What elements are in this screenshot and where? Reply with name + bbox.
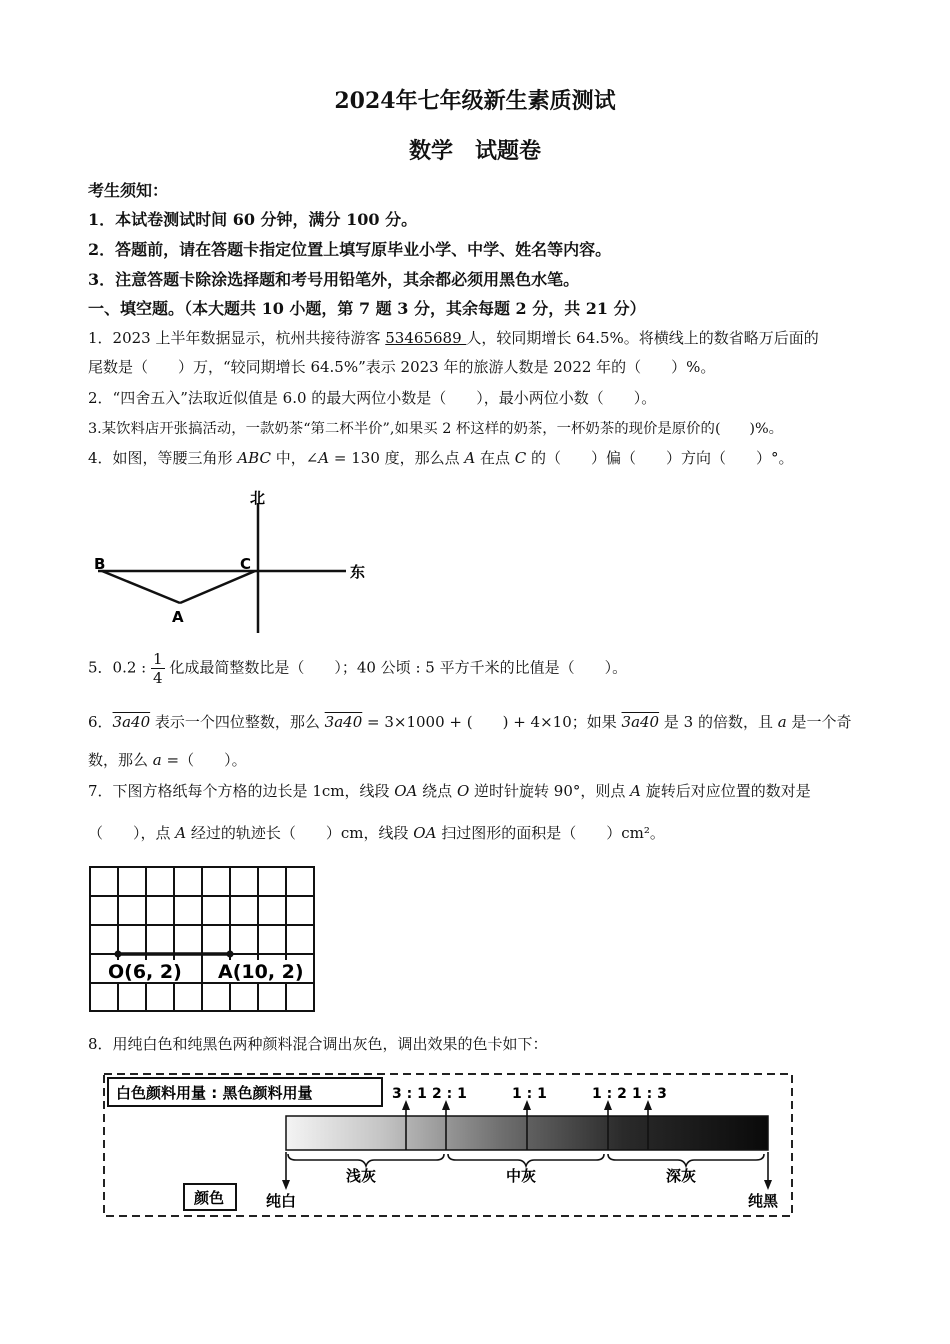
page-title: 2024年七年级新生素质测试	[334, 88, 616, 114]
q4-point-c: C	[514, 449, 527, 467]
q4-point-a: A	[464, 449, 476, 467]
point-o	[115, 951, 122, 958]
q4-abc: ABC	[237, 449, 271, 467]
q6-text-d: 是 3 的倍数，且	[659, 713, 778, 731]
question-6-line-2	[88, 749, 247, 770]
question-3: 3.某饮料店开张搞活动，一款奶茶“第二杯半价”,如果买 2 杯这样的奶茶，一杯奶茶的现价是原价的( )%。	[88, 421, 784, 437]
question-4	[88, 447, 794, 468]
mid-gray-label: 中灰	[506, 1167, 537, 1185]
ratio-1-1: 1 : 1	[512, 1086, 547, 1102]
point-o-label: O(6, 2)	[108, 961, 182, 983]
q6-line2-a: 数，那么	[88, 751, 153, 769]
question-6-line-1	[88, 711, 851, 732]
q6-number-3: 3a40	[621, 713, 660, 731]
notice-heading: 考生须知：	[88, 181, 169, 200]
vertex-b-label: B	[94, 555, 106, 573]
ratio-label: 白色颜料用量 : 黑色颜料用量	[116, 1084, 313, 1102]
question-1-line-1	[88, 327, 819, 348]
q4-text-b: 中，	[270, 449, 306, 467]
ratio-1-3: 1 : 3	[632, 1086, 667, 1102]
q7-text-a: 7．下图方格纸每个方格的边长是 1cm，线段	[88, 782, 395, 800]
color-label: 颜色	[194, 1189, 225, 1207]
q4-text-e: 的（ ）偏（ ）方向（ ）°。	[526, 449, 794, 467]
q5-fraction-denominator: 4	[153, 669, 163, 687]
q8-color-card	[100, 1068, 800, 1224]
q7-text-c: 逆时针旋转 90°，则点	[469, 782, 631, 800]
side-ac	[180, 571, 255, 603]
east-label: 东	[350, 563, 366, 581]
side-ba	[102, 571, 180, 603]
q6-text-e: 是一个奇	[786, 713, 852, 731]
question-2: 2．“四舍五入”法取近似值是 6.0 的最大两位小数是（ ），最小两位小数（ ）。	[88, 389, 657, 407]
q5-fraction-numerator: 1	[153, 650, 163, 668]
q7-segment-oa-2: OA	[413, 824, 437, 842]
q6-var-a: a	[777, 713, 787, 731]
q6-number-1: 3a40	[112, 713, 151, 731]
question-7-line-1	[88, 780, 811, 801]
q7-text-d: 旋转后对应位置的数对是	[641, 782, 811, 800]
question-7-line-2	[88, 822, 665, 843]
q7-line2-a: （ ），点	[88, 824, 176, 842]
question-8: 8．用纯白色和纯黑色两种颜料混合调出灰色，调出效果的色卡如下：	[88, 1035, 548, 1053]
north-label: 北	[250, 489, 266, 507]
grid-lines	[90, 867, 314, 1011]
q7-grid-figure	[88, 865, 320, 1017]
q4-text-a: 4．如图，等腰三角形	[88, 449, 238, 467]
notice-item-3: 3．注意答题卡除涂选择题和考号用铅笔外，其余都必须用黑色水笔。	[88, 270, 580, 289]
q7-line2-c: 扫过图形的面积是（ ）cm²。	[436, 824, 665, 842]
q1-text-b: 人，较同期增长 64.5%。将横线上的数省略万后面的	[466, 329, 819, 347]
q7-line2-b: 经过的轨迹长（ ）cm，线段	[186, 824, 414, 842]
ratio-2-1: 2 : 1	[432, 1086, 467, 1102]
q4-text-d: 在点	[475, 449, 515, 467]
q5-fraction	[151, 650, 165, 687]
q4-text-c: = 130 度，那么点	[329, 449, 465, 467]
q7-point-a: A	[630, 782, 641, 800]
vertex-a-label: A	[172, 608, 184, 626]
dark-gray-label: 深灰	[666, 1167, 697, 1185]
q7-point-o: O	[456, 782, 470, 800]
point-a-label: A(10, 2)	[218, 961, 304, 983]
q6-text-b: 表示一个四位整数，那么	[150, 713, 325, 731]
q1-underlined-number: 53465689	[385, 329, 467, 347]
q6-text-c: = 3×1000 + ( ) + 4×10；如果	[362, 713, 622, 731]
q6-text-a: 6．	[88, 713, 113, 731]
q7-segment-oa: OA	[394, 782, 418, 800]
page-subtitle: 数学 试题卷	[408, 138, 541, 164]
q4-angle: ∠A	[305, 449, 330, 467]
section-1-heading: 一、填空题。（本大题共 10 小题，第 7 题 3 分，其余每题 2 分，共 21 分）	[88, 299, 646, 318]
pure-black-label: 纯黑	[748, 1192, 779, 1210]
ratio-3-1: 3 : 1	[392, 1086, 427, 1102]
pure-white-label: 纯白	[266, 1192, 297, 1210]
point-a	[227, 951, 234, 958]
q6-line2-b: =（ ）。	[161, 751, 247, 769]
question-1-line-2: 尾数是（ ）万，“较同期增长 64.5%”表示 2023 年的旅游人数是 2022 年的（ ）%。	[88, 358, 716, 376]
notice-item-1: 1．本试卷测试时间 60 分钟，满分 100 分。	[88, 210, 418, 229]
q7-text-b: 绕点	[417, 782, 457, 800]
vertex-c-label: C	[240, 555, 252, 573]
q7-point-a-2: A	[175, 824, 187, 842]
q4-direction-figure	[88, 485, 388, 635]
q6-var-a-2: a	[152, 751, 162, 769]
light-gray-label: 浅灰	[346, 1167, 377, 1185]
notice-item-2: 2．答题前，请在答题卡指定位置上填写原毕业小学、中学、姓名等内容。	[88, 240, 612, 259]
ratio-1-2: 1 : 2	[592, 1086, 627, 1102]
q1-text-a: 1．2023 上半年数据显示，杭州共接待游客	[88, 329, 386, 347]
q5-text-a: 5．	[88, 658, 113, 677]
q6-number-2: 3a40	[324, 713, 363, 731]
q5-text-b: 0.2 :	[112, 658, 151, 677]
q5-text-c: 化成最简整数比是（ ）；40 公顷 : 5 平方千米的比值是（ ）。	[164, 658, 628, 677]
question-5	[88, 650, 627, 687]
